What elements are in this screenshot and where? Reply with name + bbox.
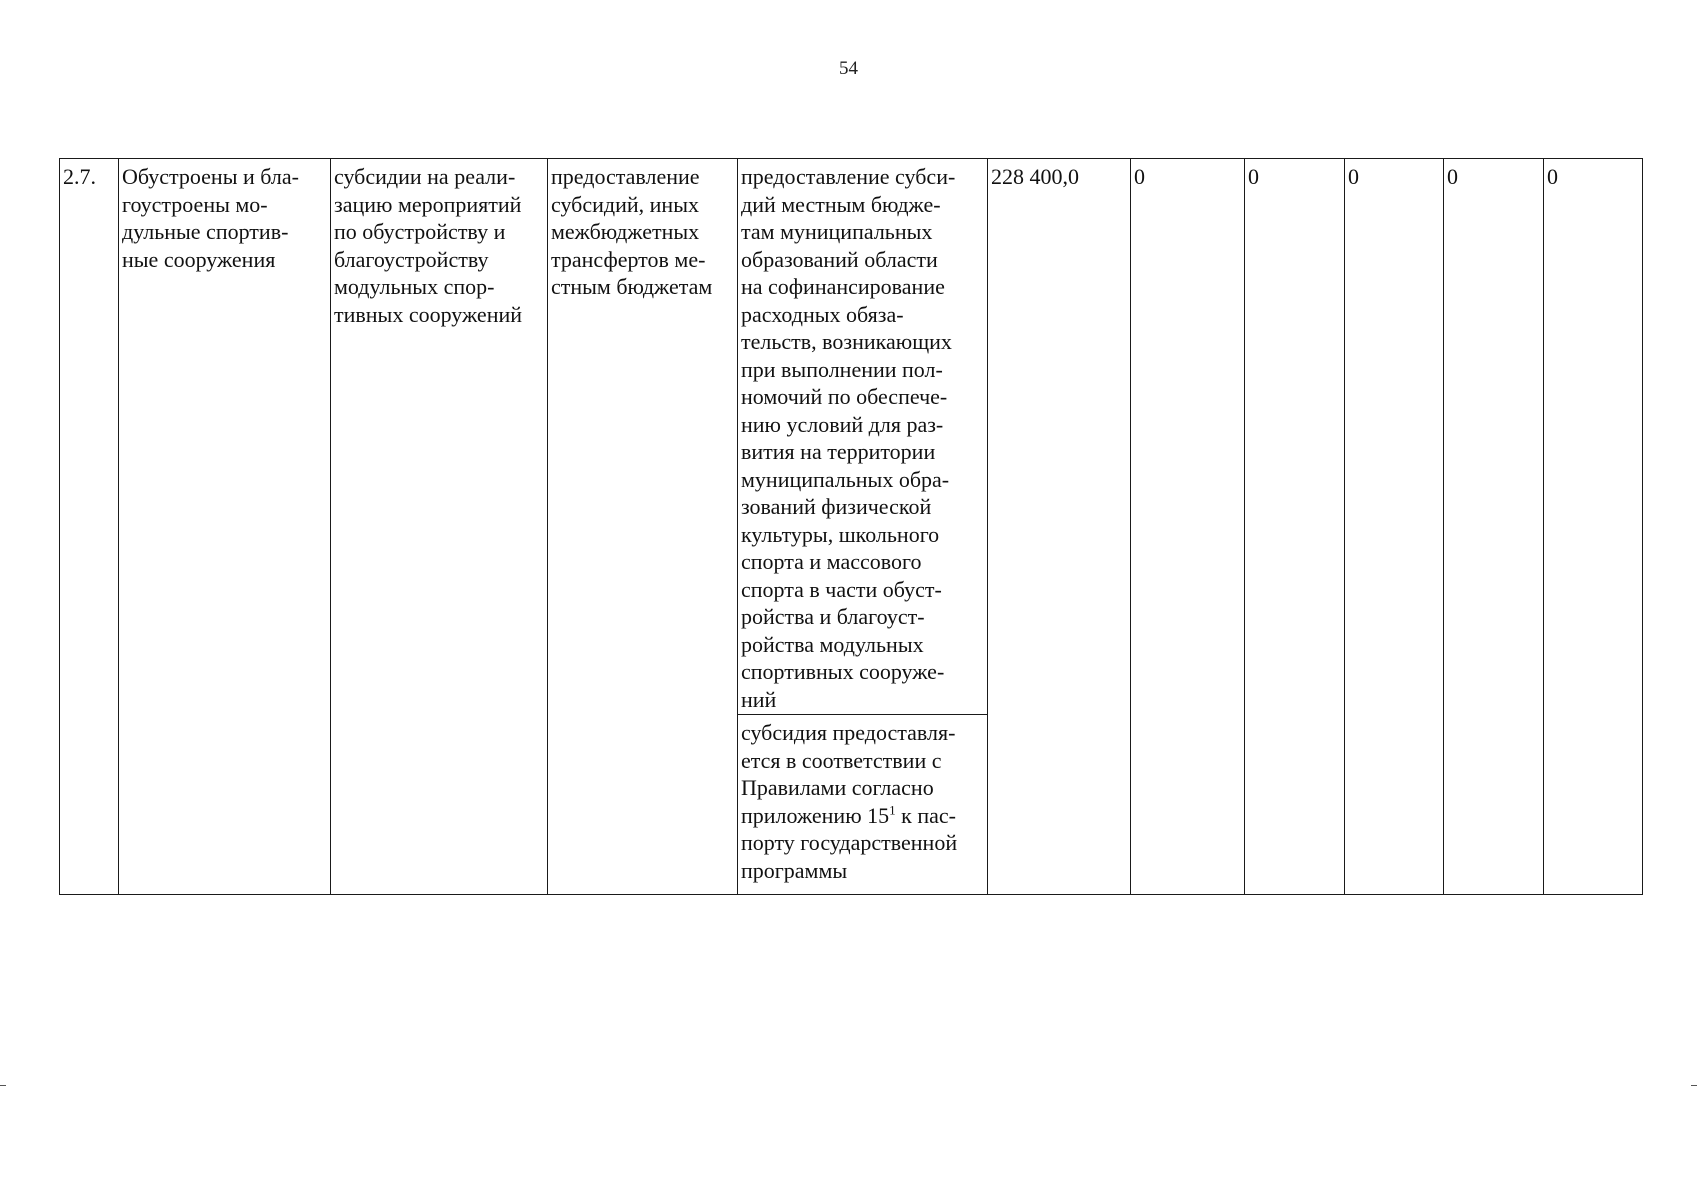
row-number-cell: 2.7. [60,159,119,895]
rules-line [741,802,984,830]
scan-edge-mark-left [0,1085,6,1086]
rules-line: ется в соответствии с [741,747,942,773]
appendix-superscript: 1 [889,802,896,818]
rules-cell [738,715,988,895]
value-cell-3: 0 [1345,159,1444,895]
result-cell: Обустроены и бла- гоустроены мо- дульные спортив- ные сооружения [119,159,331,895]
page-number: 54 [839,58,858,79]
rules-line: программы [741,857,848,883]
amount-cell: 228 400,0 [988,159,1131,895]
rules-line: порту государственной [741,830,958,855]
appendix-ref-tail: к пас- [895,802,956,828]
description-cell: предоставление субси- дий местным бюдже- там муниципальных образований области на софинансирование расходных обяза- тельств, возникающих при выполнении пол- номочий по обеспече- нию условий для раз- вития на территории муниципальных обра- зований физической культуры, школьного спорта и массового спорта в части обуст- ройства и благоуст- ройства модульных спортивных сооруже- ний [738,159,988,715]
value-cell-1: 0 [1131,159,1245,895]
value-cell-5: 0 [1544,159,1643,895]
table-row [60,159,1643,715]
mechanism-cell: предоставление субсидий, иных межбюджетных трансфертов ме- стным бюджетам [548,159,738,895]
subsidy-table [59,158,1643,895]
rules-line: субсидия предоставля- [741,720,956,745]
rules-line: Правилами согласно [741,775,934,800]
measure-cell: субсидии на реали- зацию мероприятий по обустройству и благоустройству модульных спор- тивных сооружений [331,159,548,895]
scan-edge-mark-right [1691,1085,1697,1086]
value-cell-2: 0 [1245,159,1345,895]
appendix-ref: приложению 15 [741,802,890,828]
value-cell-4: 0 [1444,159,1544,895]
